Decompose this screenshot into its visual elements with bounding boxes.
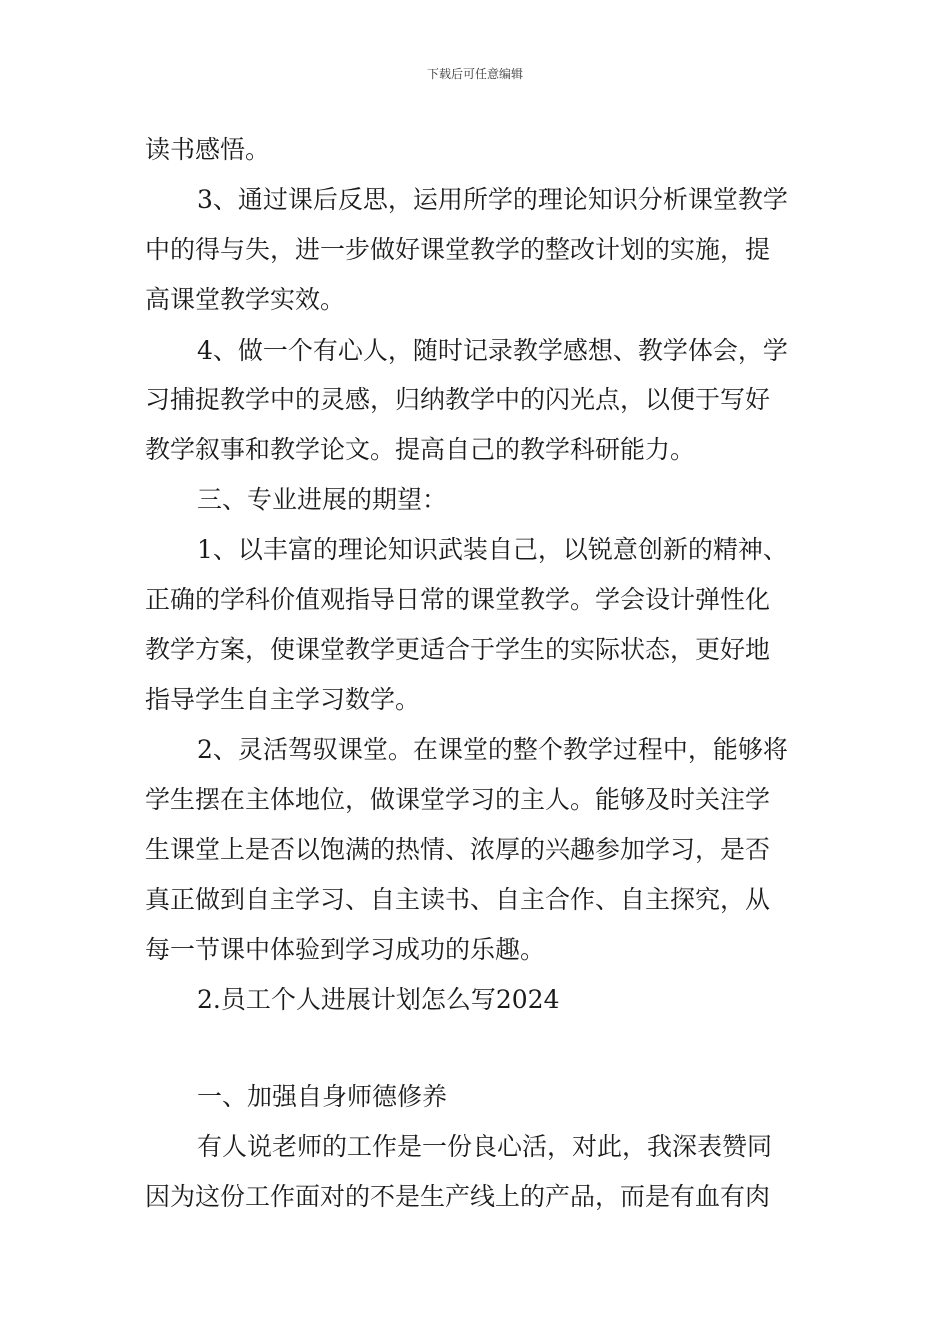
paragraph-first-line: 1、以丰富的理论知识武装自己，以锐意创新的精神、 — [197, 535, 788, 564]
paragraph-first-line: 4、做一个有心人，随时记录教学感想、教学体会，学 — [197, 336, 788, 365]
section-heading: 一、加强自身师德修养 — [197, 1082, 448, 1111]
body-line: 中的得与失，进一步做好课堂教学的整改计划的实施，提 — [145, 235, 771, 264]
paragraph-first-line: 2、灵活驾驭课堂。在课堂的整个教学过程中，能够将 — [197, 735, 788, 764]
body-line: 真正做到自主学习、自主读书、自主合作、自主探究，从 — [145, 885, 771, 914]
article-title: 2.员工个人进展计划怎么写2024 — [197, 985, 560, 1014]
body-line: 习捕捉教学中的灵感，归纳教学中的闪光点，以便于写好 — [145, 385, 771, 414]
paragraph-first-line: 有人说老师的工作是一份良心活，对此，我深表赞同 — [197, 1132, 773, 1161]
body-line: 学生摆在主体地位，做课堂学习的主人。能够及时关注学 — [145, 785, 771, 814]
body-line: 正确的学科价值观指导日常的课堂教学。学会设计弹性化 — [145, 585, 771, 614]
section-heading: 三、专业进展的期望： — [197, 485, 448, 514]
body-line: 因为这份工作面对的不是生产线上的产品，而是有血有肉 — [145, 1182, 771, 1211]
body-line: 指导学生自主学习数学。 — [145, 685, 421, 714]
body-line: 教学方案，使课堂教学更适合于学生的实际状态，更好地 — [145, 635, 771, 664]
body-line: 生课堂上是否以饱满的热情、浓厚的兴趣参加学习，是否 — [145, 835, 771, 864]
body-line: 读书感悟。 — [145, 135, 271, 164]
body-line: 每一节课中体验到学习成功的乐趣。 — [145, 935, 546, 964]
page-header-note: 下载后可任意编辑 — [426, 67, 523, 81]
body-line: 高课堂教学实效。 — [145, 285, 346, 314]
body-line: 教学叙事和教学论文。提高自己的教学科研能力。 — [145, 435, 696, 464]
paragraph-first-line: 3、通过课后反思，运用所学的理论知识分析课堂教学 — [197, 185, 788, 214]
